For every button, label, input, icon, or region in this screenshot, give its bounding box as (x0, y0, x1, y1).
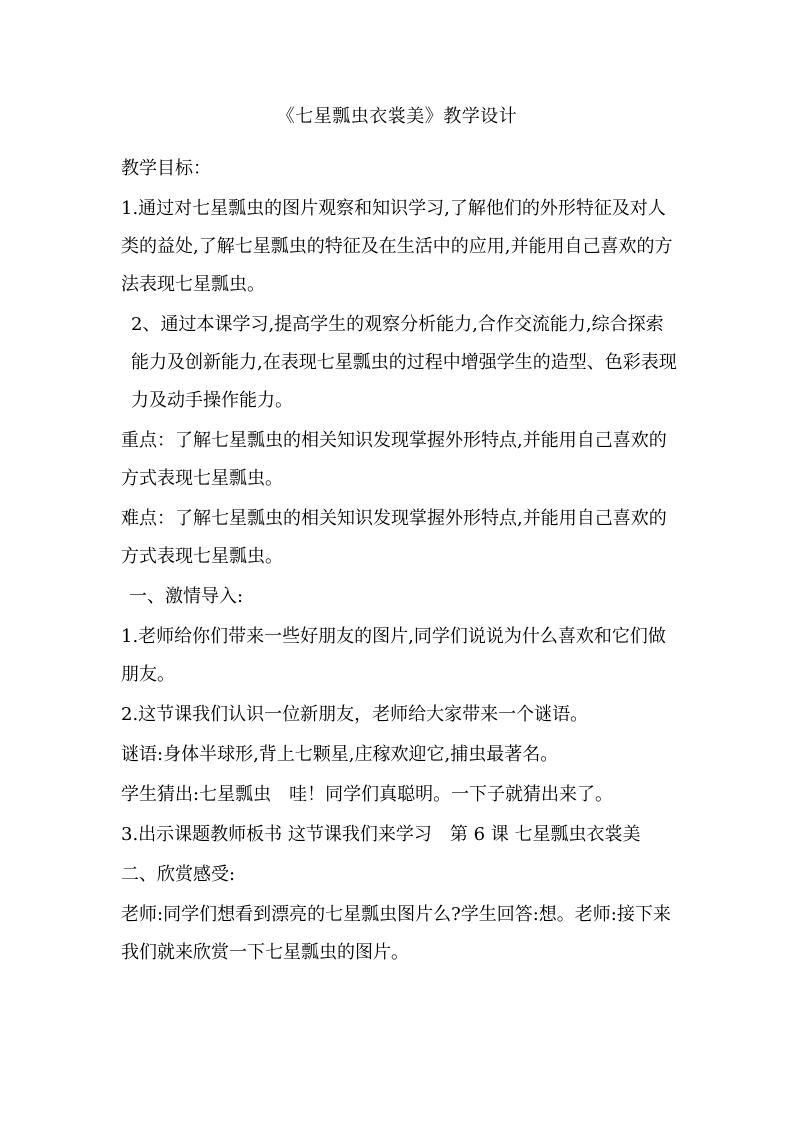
introduction-step-1: 1.老师给你们带来一些好朋友的图片,同学们说说为什么喜欢和它们做朋友。 (121, 626, 666, 685)
section-heading-appreciation: 二、欣赏感受: (121, 864, 236, 885)
section-heading-objectives: 教学目标： (121, 158, 211, 179)
key-points-paragraph: 重点：了解七星瓢虫的相关知识发现掌握外形特点,并能用自己喜欢的方式表现七星瓢虫。 (121, 430, 667, 489)
introduction-step-2: 2.这节课我们认识一位新朋友，老师给大家带来一个谜语。 (121, 704, 589, 725)
objective-2-paragraph: 2、通过本课学习,提高学生的观察分析能力,合作交流能力,综合探索能力及创新能力,在表现七星瓢虫的过程中增强学生的造型、色彩表现力及动手操作能力。 (131, 314, 677, 411)
objective-1-paragraph: 1.通过对七星瓢虫的图片观察和知识学习,了解他们的外形特征及对人类的益处,了解七星瓢虫的特征及在生活中的应用,并能用自己喜欢的方法表现七星瓢虫。 (121, 198, 673, 295)
student-answer-paragraph: 学生猜出:七星瓢虫 哇！同学们真聪明。一下子就猜出来了。 (121, 784, 614, 805)
difficult-points-paragraph: 难点：了解七星瓢虫的相关知识发现掌握外形特点,并能用自己喜欢的方式表现七星瓢虫。 (121, 508, 667, 567)
document-title: 《七星瓢虫衣裳美》教学设计 (276, 106, 518, 127)
introduction-step-3: 3.出示课题教师板书 这节课我们来学习 第 6 课 七星瓢虫衣裳美 (121, 824, 641, 845)
riddle-paragraph: 谜语:身体半球形,背上七颗星,庄稼欢迎它,捕虫最著名。 (121, 744, 559, 765)
appreciation-paragraph: 老师:同学们想看到漂亮的七星瓢虫图片么?学生回答:想。老师:接下来我们就来欣赏一下七星瓢虫的图片。 (121, 904, 671, 963)
document-body (121, 150, 679, 972)
section-heading-introduction: 一、激情导入: (129, 586, 244, 607)
